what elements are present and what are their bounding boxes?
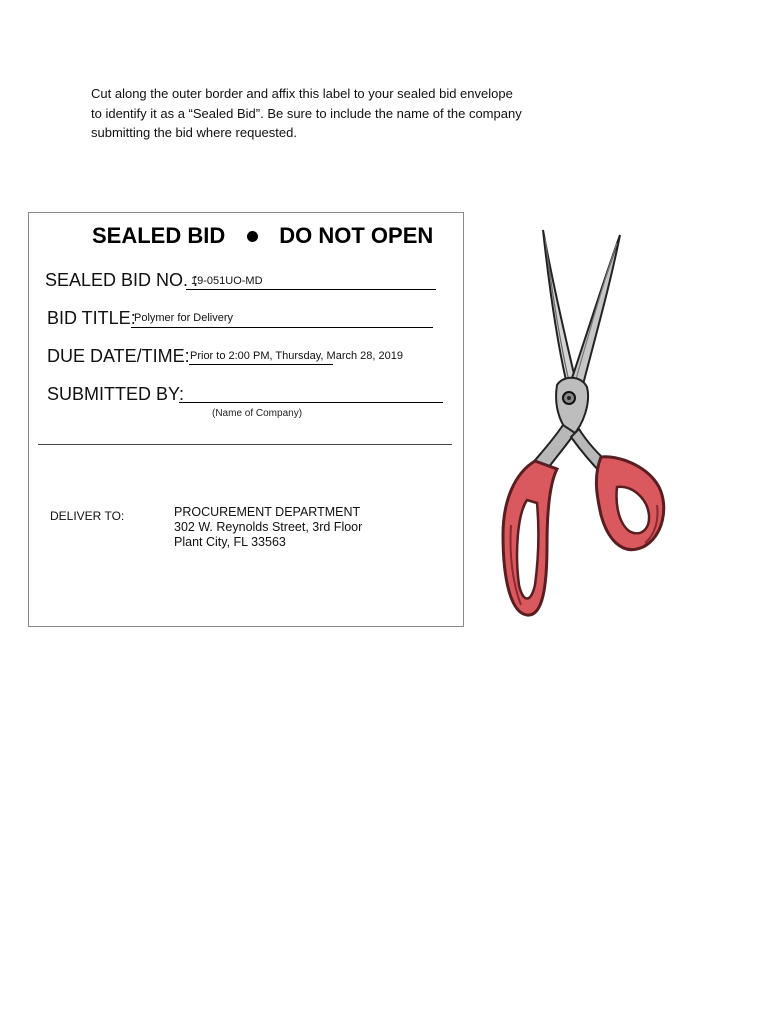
instructions-line: submitting the bid where requested. bbox=[91, 125, 297, 140]
instructions-text bbox=[91, 84, 571, 143]
label-divider bbox=[38, 444, 452, 445]
address-line: PROCUREMENT DEPARTMENT bbox=[174, 505, 361, 519]
delivery-address bbox=[174, 505, 362, 550]
bid-number-value: 19-051UO-MD bbox=[191, 275, 263, 287]
headline-sealed-bid: SEALED BID bbox=[92, 223, 226, 248]
address-line: 302 W. Reynolds Street, 3rd Floor bbox=[174, 520, 363, 534]
address-line: Plant City, FL 33563 bbox=[174, 535, 286, 549]
bid-title-label: BID TITLE: bbox=[47, 308, 136, 328]
instructions-line: Cut along the outer border and affix this label to your sealed bid envelope bbox=[91, 86, 513, 101]
scissors-icon bbox=[497, 225, 667, 620]
submitted-by-label: SUBMITTED BY: bbox=[47, 384, 185, 404]
deliver-to-label: DELIVER TO: bbox=[50, 509, 125, 523]
label-headline bbox=[92, 221, 433, 251]
due-date-line bbox=[189, 364, 333, 365]
bid-number-label: SEALED BID NO. : bbox=[45, 270, 199, 290]
company-name-caption: (Name of Company) bbox=[212, 408, 303, 419]
due-date-label: DUE DATE/TIME: bbox=[47, 346, 190, 366]
instructions-line: to identify it as a “Sealed Bid”. Be sure to include the name of the company bbox=[91, 105, 522, 121]
due-date-value: Prior to 2:00 PM, Thursday, March 28, 2019 bbox=[190, 350, 403, 362]
bullet-icon bbox=[247, 231, 258, 242]
sealed-bid-label bbox=[28, 212, 464, 627]
submitted-by-line bbox=[179, 402, 443, 403]
bid-title-line bbox=[131, 327, 433, 328]
headline-do-not-open: DO NOT OPEN bbox=[279, 223, 434, 248]
bid-number-line bbox=[186, 289, 436, 290]
bid-title-value: Polymer for Delivery bbox=[134, 312, 234, 324]
